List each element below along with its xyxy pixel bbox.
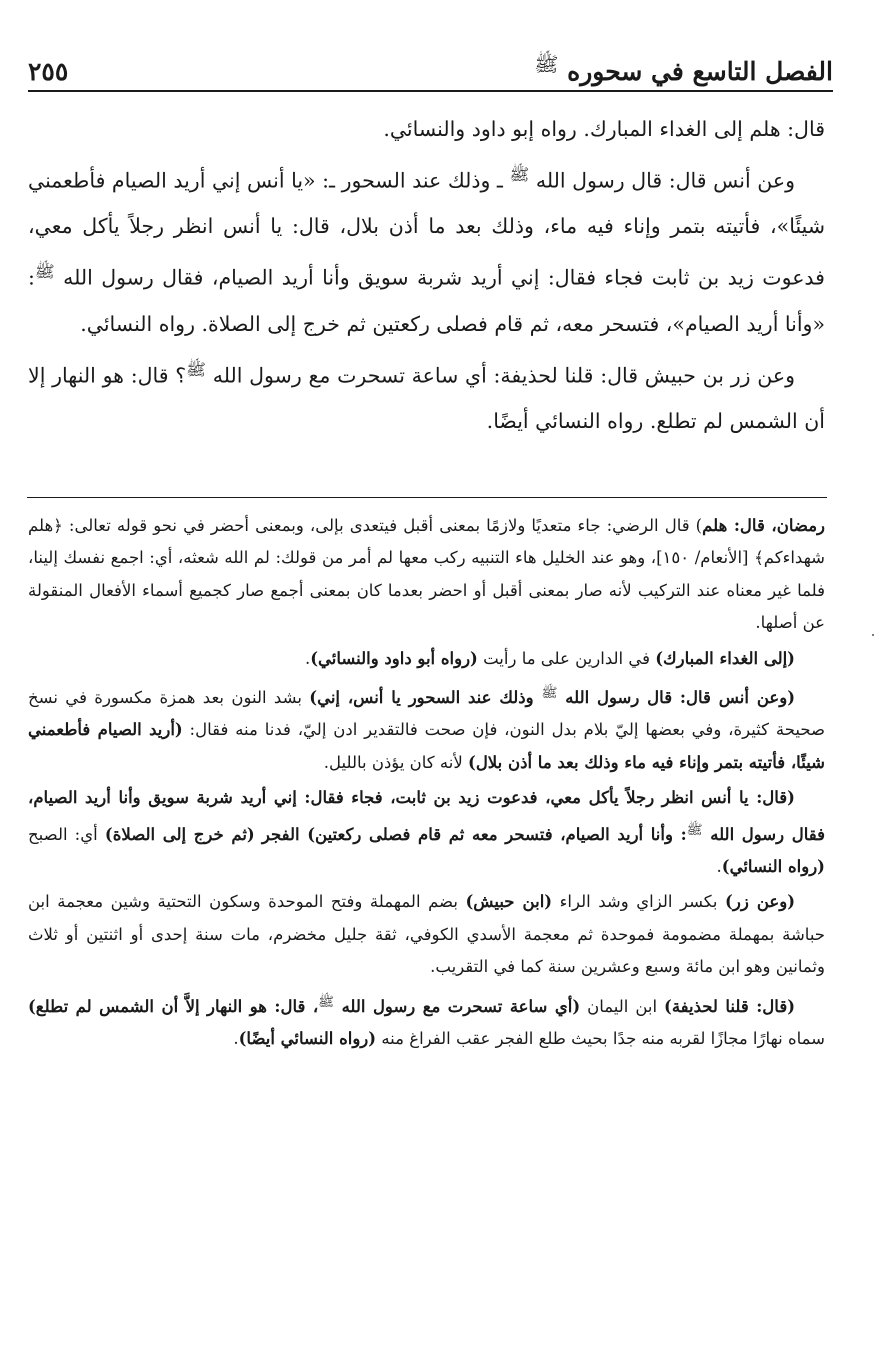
bold-lemma: (وعن أنس قال: قال رسول الله bbox=[557, 687, 796, 707]
bold-lemma: (ابن حبيش) bbox=[465, 892, 553, 912]
text-run: في الدارين على ما رأيت bbox=[477, 648, 656, 668]
text-run: قال: هلم إلى الغداء المبارك. رواه إبو داود والنسائي. bbox=[383, 117, 825, 141]
hadith-paragraph bbox=[28, 106, 825, 152]
commentary-paragraph bbox=[28, 987, 825, 1056]
commentary-paragraph bbox=[28, 782, 825, 883]
salawat-ligature: ﷺ bbox=[34, 262, 55, 282]
header-rule bbox=[28, 90, 833, 92]
bold-lemma: (رواه النسائي أيضًا) bbox=[238, 1028, 377, 1048]
salawat-ligature: ﷺ bbox=[318, 994, 335, 1010]
commentary-paragraph bbox=[28, 886, 825, 983]
bold-lemma: (رواه أبو داود والنسائي) bbox=[310, 648, 478, 668]
text-run: ـ وذلك عند السحور ـ: «يا أنس إني أريد الصيام فأطعمني شيئًا»، فأتيته بتمر وإناء فيه ماء، وذلك بعد ما أذن بلال، قال: يا أنس انظر رجلاً يأكل معي، فدعوت زيد بن ثابت فجاء فقال: إني أريد شربة سويق وأنا أريد الصيام، فقال رسول الله bbox=[28, 168, 825, 290]
bold-lemma: (قال: يا أنس انظر رجلاً يأكل معي، فدعوت زيد بن ثابت، فجاء فقال: إني أريد شربة سويق وأنا أريد الصيام، فقال رسول الله bbox=[28, 788, 825, 844]
text-run: بكسر الزاي وشد الراء bbox=[552, 892, 726, 912]
bold-lemma: (إلى الغداء المبارك) bbox=[655, 648, 795, 668]
salawat-ligature: ﷺ bbox=[509, 165, 530, 184]
text-run: سماه نهارًا مجازًا لقربه منه جدًا بحيث طلع الفجر عقب الفراغ منه bbox=[376, 1028, 825, 1048]
hadith-paragraph bbox=[28, 152, 825, 347]
bold-lemma: رمضان، قال: هلم bbox=[702, 516, 825, 535]
text-run: بضم المهملة وفتح الموحدة وسكون التحتية وشين معجمة ابن حباشة بمهملة مضمومة فموحدة ثم معجمة الأسدي الكوفي، ثقة جليل مخضرم، مات سنة إحدى أو اثنتين أو ثلاث وثمانين وهو ابن مائة وسبع وعشرين سنة كما في التقريب. bbox=[28, 892, 825, 977]
text-run: : «وأنا أريد الصيام»، فتسحر معه، ثم قام فصلى ركعتين ثم خرج إلى الصلاة. رواه النسائي. bbox=[28, 265, 825, 336]
text-run: وعن أنس قال: قال رسول الله bbox=[529, 168, 795, 193]
salawat-ligature: ﷺ bbox=[534, 52, 559, 76]
footnote-rule bbox=[27, 497, 827, 498]
hadith-paragraph bbox=[28, 347, 825, 444]
salawat-ligature: ﷺ bbox=[686, 822, 703, 838]
commentary-text bbox=[28, 510, 825, 1058]
text-run: . bbox=[304, 648, 311, 668]
text-run bbox=[255, 825, 262, 844]
text-run: وعن زر بن حبيش قال: قلنا لحذيفة: أي ساعة تسحرت مع رسول الله bbox=[205, 363, 795, 388]
text-run: . bbox=[233, 1028, 239, 1048]
running-header bbox=[28, 40, 833, 84]
text-run: ؟ قال: هو النهار إلا أن الشمس لم تطلع. رواه النسائي أيضًا. bbox=[28, 363, 825, 434]
salawat-ligature: ﷺ bbox=[186, 359, 206, 379]
text-run: بشد النون بعد همزة مكسورة في نسخ صحيحة كثيرة، وفي بعضها إليّ بلام بدل النون، فإن صحت فالتقدير ادن إليّ، فدنا منه فقال: bbox=[28, 687, 825, 740]
text-run: . bbox=[716, 856, 722, 876]
text-run: أي: الصبح bbox=[28, 824, 105, 844]
bold-lemma: (قال: قلنا لحذيفة) bbox=[664, 996, 796, 1016]
commentary-paragraph bbox=[28, 643, 825, 675]
chapter-title: الفصل التاسع في سحوره $^ﷺ$ bbox=[534, 52, 833, 86]
bold-lemma: ، قال: هو النهار إلاَّ أن الشمس لم تطلع) bbox=[28, 996, 319, 1016]
bold-lemma: (أريد الصيام فأطعمني شيئًا، فأتيته بتمر وإناء فيه ماء وذلك بعد ما أذن بلال) bbox=[28, 720, 825, 772]
page-number: ٢٥٥ bbox=[28, 57, 69, 86]
text-run: ابن اليمان bbox=[580, 996, 665, 1016]
commentary-paragraph bbox=[28, 678, 825, 779]
bold-lemma: : وأنا أريد الصيام، فتسحر معه ثم قام فصلى ركعتين) الفجر bbox=[261, 824, 687, 844]
bold-lemma: (ثم خرج إلى الصلاة) bbox=[104, 824, 255, 844]
hadith-text bbox=[28, 106, 825, 444]
commentary-paragraph bbox=[28, 510, 825, 640]
bold-lemma: (رواه النسائي) bbox=[721, 856, 825, 876]
text-run: ) قال الرضي: جاء متعديًا ولازمًا بمعنى أقبل فيتعدى بإلى، وبمعنى أحضر في نحو قوله تعالى: ﴿هلم شهداءكم﴾ [الأنعام/ ١٥٠]، وهو عند الخليل هاء التنبيه ركب معها لم أمر من قولك: لم الله شعثه، أي: اجمع نفسك إلينا، فلما غير معناه عند التركيب لأنه صار بمعنى أقبل أو احضر بعدما كان بمعنى أجمع صار كجميع أسماء الأفعال المنقولة عن أصلها. bbox=[28, 516, 826, 633]
salawat-ligature: ﷺ bbox=[541, 686, 558, 702]
bold-lemma: (وعن زر) bbox=[725, 892, 796, 912]
text-run: لأنه كان يؤذن بالليل. bbox=[323, 752, 469, 772]
bold-lemma: وذلك عند السحور يا أنس، إني) bbox=[309, 687, 542, 707]
margin-mark bbox=[872, 634, 874, 636]
bold-lemma: (أي ساعة تسحرت مع رسول الله bbox=[334, 996, 581, 1016]
